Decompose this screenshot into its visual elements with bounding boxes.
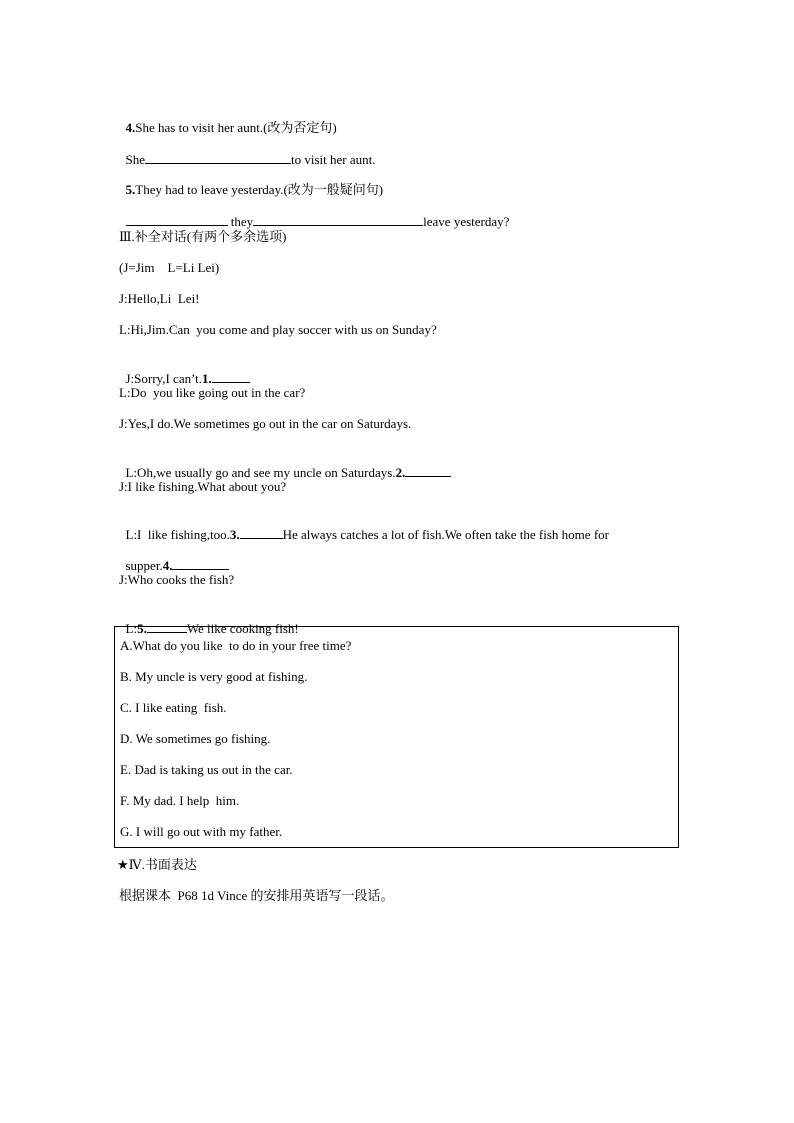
option-c: C. I like eating fish. <box>120 700 227 715</box>
dialogue-line-6 <box>119 448 451 481</box>
options-box <box>114 626 679 848</box>
dialogue-line-8-text: L:I like fishing,too. <box>125 527 230 542</box>
dialogue-line-11-cont: We like cooking fish! <box>186 621 299 636</box>
blank-number-4: 4. <box>162 558 173 573</box>
q5-line <box>119 166 383 198</box>
q4-text: She has to visit her aunt.(改为否定句) <box>135 120 337 135</box>
dialogue-line-9-text: supper. <box>125 558 163 573</box>
option-g: G. I will go out with my father. <box>120 824 283 839</box>
option-e: E. Dad is taking us out in the car. <box>120 762 293 777</box>
blank-number-2: 2. <box>395 465 406 480</box>
blank-number-3: 3. <box>229 527 240 542</box>
q4-number: 4. <box>125 120 136 135</box>
section4-title: ★Ⅳ.书面表达 <box>117 857 197 872</box>
dialogue-line-3-text: J:Sorry,I can’t. <box>125 371 203 386</box>
q4-blank[interactable] <box>145 151 291 164</box>
q5-number: 5. <box>125 182 136 197</box>
dialogue-line-8-cont: He always catches a lot of fish.We often take the fish home for <box>282 527 609 542</box>
q4-line <box>119 104 337 136</box>
dialogue-line-9 <box>119 541 229 574</box>
dialogue-blank-3[interactable] <box>240 526 283 539</box>
option-b: B. My uncle is very good at fishing. <box>120 669 308 684</box>
q4-answer-prefix: She <box>125 152 145 167</box>
q5-blank-2[interactable] <box>253 213 423 226</box>
option-d: D. We sometimes go fishing. <box>120 731 271 746</box>
dialogue-line-10: J:Who cooks the fish? <box>119 572 235 587</box>
dialogue-line-11-text: L: <box>125 621 138 636</box>
dialogue-blank-4[interactable] <box>172 557 229 570</box>
q5-text: They had to leave yesterday.(改为一般疑问句) <box>135 182 384 197</box>
dialogue-line-8 <box>119 510 609 543</box>
section3-roles: (J=Jim L=Li Lei) <box>119 260 220 275</box>
dialogue-line-6-text: L:Oh,we usually go and see my uncle on Saturdays. <box>125 465 396 480</box>
dialogue-line-4: L:Do you like going out in the car? <box>119 385 306 400</box>
q4-answer-line <box>119 135 376 168</box>
section3-title: Ⅲ.补全对话(有两个多余选项) <box>119 229 287 244</box>
section4-instruction: 根据课本 P68 1d Vince 的安排用英语写一段话。 <box>119 888 394 903</box>
q5-answer-middle: they <box>227 214 254 229</box>
blank-number-5: 5. <box>137 621 147 636</box>
option-f: F. My dad. I help him. <box>120 793 240 808</box>
q5-answer-suffix: leave yesterday? <box>423 214 510 229</box>
dialogue-line-7: J:I like fishing.What about you? <box>119 479 287 494</box>
dialogue-line-5: J:Yes,I do.We sometimes go out in the car on Saturdays. <box>119 416 412 431</box>
q5-blank-1[interactable] <box>126 213 228 226</box>
q5-answer-line <box>119 197 509 230</box>
dialogue-line-1: J:Hello,Li Lei! <box>119 291 200 306</box>
dialogue-line-2: L:Hi,Jim.Can you come and play soccer with us on Sunday? <box>119 322 437 337</box>
dialogue-line-3 <box>119 354 250 387</box>
dialogue-blank-2[interactable] <box>405 464 451 477</box>
option-a: A.What do you like to do in your free time? <box>120 638 352 653</box>
dialogue-blank-1[interactable] <box>212 370 250 383</box>
q4-answer-suffix: to visit her aunt. <box>291 152 376 167</box>
blank-number-1: 1. <box>202 371 212 386</box>
